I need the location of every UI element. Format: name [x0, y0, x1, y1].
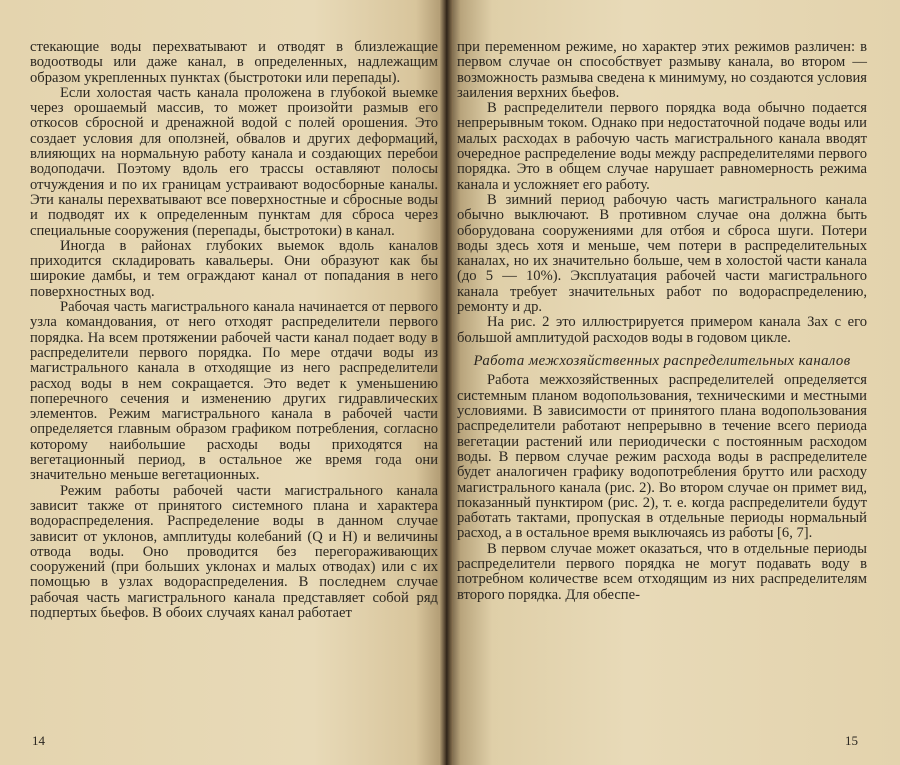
right-page [447, 0, 900, 765]
paragraph: В зимний период рабочую часть магистрального канала обычно выключают. В противном случае она должна быть оборудована сооружениями для отбоя и сброса шуги. Потери воды здесь хотя и меньше, чем потери в распределительных каналах, но их значительно больше, чем в холостой части канала (до 5 — 10%). Эксплуатация рабочей части магистрального канала требует значительных работ по водораспределению, ремонту и др. [457, 191, 867, 316]
paragraph: На рис. 2 это иллюстрируется примером канала Зах с его большой амплитудой расходов воды в годовом цикле. [457, 314, 867, 346]
page-number: 14 [32, 733, 45, 748]
paragraph: В первом случае может оказаться, что в отдельные периоды распределители первого порядка не могут подавать воду в потребном количестве всем отходящим из них распределителям второго порядка. Для обеспе- [457, 540, 867, 603]
book-gutter [439, 0, 453, 765]
paragraph: Иногда в районах глубоких выемок вдоль каналов приходится складировать кавальеры. Они образуют как бы широкие дамбы, и тем ограждают канал от попадания в него поверхностных вод. [30, 237, 438, 300]
left-page-text [30, 40, 438, 621]
left-page [0, 0, 447, 765]
section-heading: Работа межхозяйственных распределительных каналов [473, 352, 851, 369]
paragraph: Рабочая часть магистрального канала начинается от первого узла командования, от него отходят распределители первого порядка. На всем протяжении рабочей части канал подает воду в распределители первого порядка. По мере отдачи воды из магистрального канала в отходящие из него распределители расход воды в нем сокращается. Это ведет к уменьшению поперечного сечения и изменению других гидравлических элементов. Режим магистрального канала в рабочей части определяется главным образом графиком потребления, согласно которому наибольшие расходы воды приходятся на вегетационный период, в остальное же время года они значительно меньше вегетационных. [30, 299, 438, 484]
paragraph: Работа межхозяйственных распределителей определяется системным планом водопользования, техническими и местными условиями. В зависимости от принятого плана водопользования распределители работают непрерывно в течение всего периода вегетации растений или периодически с постоянным расходом воды. В первом случае режим расхода воды в распределителе будет аналогичен графику водопотребления брутто или расходу магистрального канала (рис. 2). Во втором случае он примет вид, показанный пунктиром (рис. 2), т. е. когда распределители будут работать тактами, пропуская в отдельные периоды нормальный расход, а в остальное время выключаясь из работы [6, 7]. [457, 372, 867, 542]
page-number: 15 [845, 733, 858, 748]
right-page-text [457, 40, 867, 603]
paragraph: В распределители первого порядка вода обычно подается непрерывным током. Однако при недостаточной подаче воды или малых расходах в рабочую часть магистрального канала вводят очередное распределение воды между распределителями первого порядка. Это в общем случае нарушает равномерность режима канала и усложняет его работу. [457, 100, 867, 193]
paragraph: Если холостая часть канала проложена в глубокой выемке через орошаемый массив, то может произойти размыв его откосов сбросной и дренажной водой с полей орошения. Это создает условия для оползней, обвалов и других деформаций, влияющих на нормальную работу канала и создающих перебои водоподачи. Поэтому вдоль его трассы оставляют полосы отчуждения и по их границам устраивают водосборные каналы. Эти каналы перехватывают все поверхностные и сбросные воды и подводят их к определенным пунктам для сброса через специальные сооружения (перепады, быстротоки) в канал. [30, 84, 438, 239]
paragraph: стекающие воды перехватывают и отводят в близлежащие водоотводы или даже канал, в определенных, надлежащим образом укрепленных пунктах (быстротоки или перепады). [30, 39, 438, 86]
paragraph: при переменном режиме, но характер этих режимов различен: в первом случае он способствует размыву канала, во втором — возможность размыва сведена к минимуму, но создаются условия заиления верхних бьефов. [457, 39, 867, 101]
paragraph: Режим работы рабочей части магистрального канала зависит также от принятого системного плана и характера водораспределения. Распределение воды в данном случае зависит от уклонов, амплитуды колебаний (Q и H) и величины отвода воды. Оно проводится без перегораживающих сооружений (при больших уклонах и малых отводах) или с их помощью в узлах водораспределения. В последнем случае рабочая часть магистрального канала представляет собой ряд подпертых бьефов. В обоих случаях канал работает [30, 482, 438, 621]
